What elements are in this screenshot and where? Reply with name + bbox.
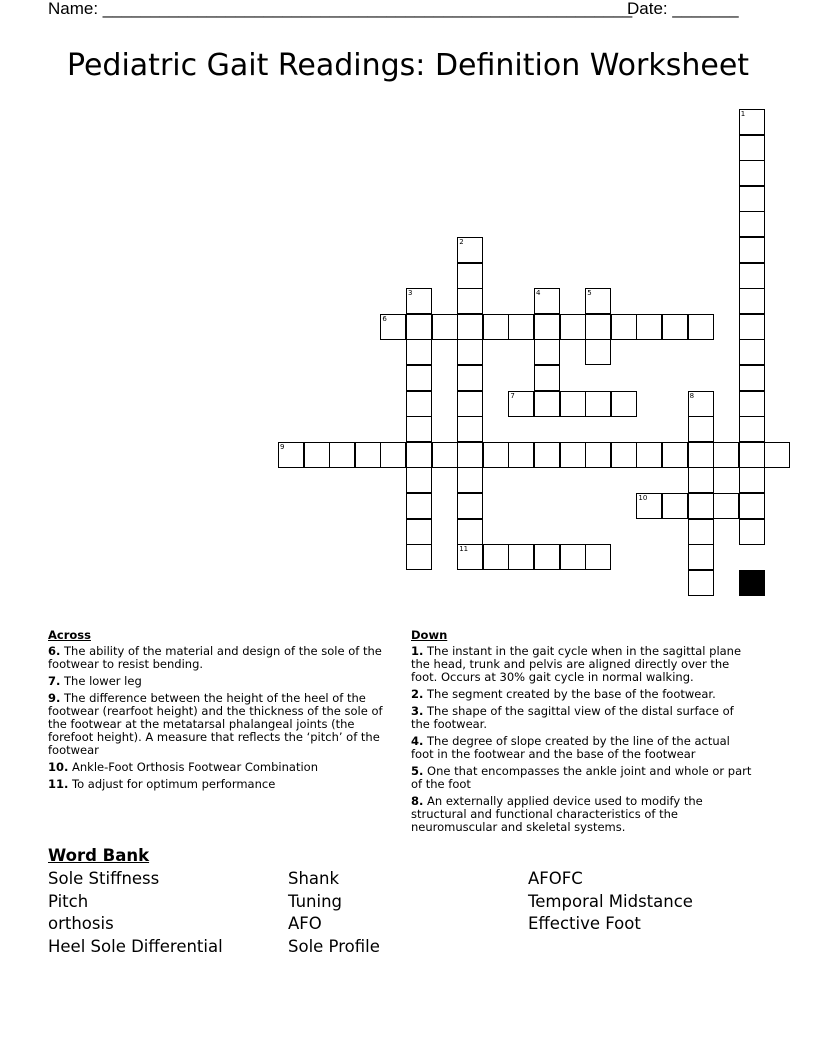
word-bank-column (528, 868, 693, 936)
grid-cell[interactable] (688, 416, 714, 442)
grid-cell[interactable] (688, 467, 714, 493)
clue-text: The degree of slope created by the line of the actual foot in the footwear and the base of the footwear (411, 734, 730, 761)
grid-cell[interactable] (739, 467, 765, 493)
clue-number: 1. (411, 644, 424, 658)
grid-cell[interactable] (585, 288, 611, 314)
clue-text: One that encompasses the ankle joint and whole or part of the foot (411, 764, 752, 791)
down-clues (411, 628, 756, 838)
word-bank-item: Heel Sole Differential (48, 936, 223, 956)
word-bank-item: Effective Foot (528, 914, 641, 933)
grid-cell[interactable] (560, 391, 586, 417)
word-bank-item: Pitch (48, 891, 89, 911)
grid-cell[interactable] (662, 442, 688, 468)
down-clue (411, 688, 756, 701)
grid-cell[interactable] (406, 314, 432, 340)
grid-cell[interactable] (739, 211, 765, 237)
grid-cell[interactable] (483, 314, 509, 340)
grid-cell[interactable] (739, 339, 765, 365)
clue-number: 4 (536, 289, 541, 298)
clue-number: 11 (459, 545, 469, 554)
grid-cell[interactable] (278, 442, 304, 468)
grid-cell[interactable] (611, 391, 637, 417)
clue-text: Ankle-Foot Orthosis Footwear Combination (68, 760, 318, 774)
grid-cell[interactable] (457, 442, 483, 468)
grid-cell[interactable] (457, 416, 483, 442)
grid-cell[interactable] (534, 314, 560, 340)
clue-number: 9 (280, 442, 285, 451)
clue-number: 6 (382, 314, 387, 323)
grid-cell[interactable] (739, 186, 765, 212)
clue-text: An externally applied device used to modify the structural and functional characteristics of the neuromuscular and skeletal systems. (411, 794, 703, 834)
grid-cell[interactable] (406, 416, 432, 442)
grid-cell[interactable] (534, 442, 560, 468)
grid-cell[interactable] (636, 493, 662, 519)
grid-cell[interactable] (585, 314, 611, 340)
grid-cell[interactable] (508, 314, 534, 340)
grid-cell[interactable] (688, 391, 714, 417)
grid-cell[interactable] (560, 314, 586, 340)
clue-number: 7. (48, 674, 61, 688)
grid-cell[interactable] (406, 365, 432, 391)
down-clue (411, 705, 756, 731)
word-bank-item: Sole Profile (288, 936, 380, 956)
word-bank-item: Temporal Midstance (528, 891, 693, 911)
grid-cell[interactable] (406, 544, 432, 570)
word-bank-column (48, 868, 223, 958)
across-heading: Across (48, 628, 91, 642)
clue-number: 2. (411, 687, 424, 701)
grid-cell[interactable] (457, 544, 483, 570)
clue-text: The lower leg (60, 674, 142, 688)
grid-cell[interactable] (457, 391, 483, 417)
word-bank-item: AFO (288, 914, 322, 933)
grid-cell[interactable] (688, 442, 714, 468)
grid-cell[interactable] (406, 519, 432, 545)
clue-number: 3. (411, 704, 424, 718)
grid-cell[interactable] (534, 288, 560, 314)
grid-cell[interactable] (508, 442, 534, 468)
word-bank (48, 846, 768, 956)
grid-cell[interactable] (713, 493, 739, 519)
across-clue (48, 778, 393, 791)
page-title: Pediatric Gait Readings: Definition Worksheet (66, 48, 750, 83)
word-bank-item: orthosis (48, 914, 114, 933)
grid-cell[interactable] (739, 314, 765, 340)
grid-cell[interactable] (483, 442, 509, 468)
clue-number: 9. (48, 691, 61, 705)
grid-cell[interactable] (355, 442, 381, 468)
grid-cell[interactable] (662, 314, 688, 340)
grid-cell[interactable] (457, 314, 483, 340)
clue-number: 5 (587, 289, 592, 298)
grid-cell[interactable] (739, 519, 765, 545)
grid-cell[interactable] (688, 544, 714, 570)
grid-cell[interactable] (636, 314, 662, 340)
grid-cell[interactable] (508, 391, 534, 417)
word-bank-heading: Word Bank (48, 846, 150, 865)
down-clue-list (411, 645, 756, 834)
grid-cell[interactable] (406, 467, 432, 493)
grid-cell[interactable] (534, 544, 560, 570)
grid-cell[interactable] (636, 442, 662, 468)
grid-cell[interactable] (457, 493, 483, 519)
grid-cell[interactable] (764, 442, 790, 468)
down-heading: Down (411, 628, 448, 642)
grid-cell[interactable] (739, 365, 765, 391)
clue-number: 6. (48, 644, 61, 658)
across-clue (48, 645, 393, 671)
grid-cell[interactable] (457, 339, 483, 365)
grid-cell[interactable] (739, 109, 765, 135)
grid-cell[interactable] (406, 339, 432, 365)
word-bank-item: Tuning (288, 891, 343, 911)
grid-cell[interactable] (406, 391, 432, 417)
grid-cell[interactable] (406, 442, 432, 468)
clue-text: The shape of the sagittal view of the distal surface of the footwear. (411, 704, 734, 731)
grid-cell[interactable] (688, 314, 714, 340)
clue-text: The instant in the gait cycle when in the sagittal plane the head, trunk and pelvis are aligned directly over the foot. Occurs at 30% gait cycle in normal walking. (411, 644, 742, 684)
down-clue (411, 795, 756, 834)
grid-cell[interactable] (739, 493, 765, 519)
grid-cell[interactable] (304, 442, 330, 468)
name-line[interactable]: Name: ________________________________________________________ (48, 0, 633, 18)
grid-cell[interactable] (713, 442, 739, 468)
grid-cell[interactable] (739, 237, 765, 263)
blocked-cell (739, 570, 765, 596)
grid-cell[interactable] (534, 365, 560, 391)
grid-cell[interactable] (739, 416, 765, 442)
clue-number: 4. (411, 734, 424, 748)
down-clue (411, 735, 756, 761)
grid-cell[interactable] (406, 288, 432, 314)
grid-cell[interactable] (739, 391, 765, 417)
grid-cell[interactable] (585, 544, 611, 570)
across-clue (48, 692, 393, 757)
across-clue (48, 761, 393, 774)
clue-number: 7 (510, 391, 515, 400)
clue-number: 2 (459, 238, 464, 246)
grid-cell[interactable] (432, 442, 458, 468)
clue-number: 10. (48, 760, 69, 774)
word-bank-item: Sole Stiffness (48, 869, 160, 888)
down-clue (411, 645, 756, 684)
word-bank-column (288, 868, 380, 958)
date-line[interactable]: Date: _______ (627, 0, 739, 18)
clue-number: 8 (689, 391, 695, 400)
grid-cell[interactable] (457, 288, 483, 314)
clue-text: The ability of the material and design of the sole of the footwear to resist bending. (48, 644, 382, 671)
clue-number: 5. (411, 764, 424, 778)
grid-cell[interactable] (406, 493, 432, 519)
grid-cell[interactable] (457, 365, 483, 391)
clue-number: 10 (638, 494, 648, 502)
grid-cell[interactable] (688, 519, 714, 545)
clue-text: The difference between the height of the heel of the footwear (rearfoot height) and the thickness of the sole of the footwear at the metatarsal phalangeal joints (the forefoot height). A measure that reflects the ‘pitch’ of the footwear (48, 691, 383, 757)
grid-cell[interactable] (457, 519, 483, 545)
grid-cell[interactable] (611, 442, 637, 468)
down-clue (411, 765, 756, 791)
grid-cell[interactable] (688, 493, 714, 519)
clue-number: 8. (411, 794, 424, 808)
across-clue (48, 675, 393, 688)
grid-cell[interactable] (380, 442, 406, 468)
word-bank-item: AFOFC (528, 869, 583, 888)
grid-cell[interactable] (739, 160, 765, 186)
clue-text: To adjust for optimum performance (68, 777, 276, 791)
grid-cell[interactable] (739, 263, 765, 289)
grid-cell[interactable] (457, 263, 483, 289)
grid-cell[interactable] (585, 339, 611, 365)
grid-cell[interactable] (508, 544, 534, 570)
word-bank-item: Shank (288, 869, 340, 888)
grid-cell[interactable] (611, 314, 637, 340)
grid-cell[interactable] (662, 493, 688, 519)
grid-cell[interactable] (688, 570, 714, 596)
across-clues (48, 628, 393, 795)
grid-cell[interactable] (483, 544, 509, 570)
clue-number: 1 (740, 110, 746, 118)
clue-number: 11. (48, 777, 69, 791)
clue-text: The segment created by the base of the footwear. (423, 687, 716, 701)
grid-cell[interactable] (585, 442, 611, 468)
grid-cell[interactable] (380, 314, 406, 340)
grid-cell[interactable] (739, 135, 765, 161)
grid-cell[interactable] (534, 391, 560, 417)
grid-cell[interactable] (739, 442, 765, 468)
grid-cell[interactable] (739, 288, 765, 314)
grid-cell[interactable] (560, 544, 586, 570)
grid-cell[interactable] (585, 391, 611, 417)
grid-cell[interactable] (560, 442, 586, 468)
grid-cell[interactable] (432, 314, 458, 340)
grid-cell[interactable] (457, 467, 483, 493)
grid-cell[interactable] (329, 442, 355, 468)
clue-number: 3 (408, 289, 413, 298)
grid-cell[interactable] (457, 237, 483, 263)
across-clue-list (48, 645, 393, 791)
grid-cell[interactable] (534, 339, 560, 365)
